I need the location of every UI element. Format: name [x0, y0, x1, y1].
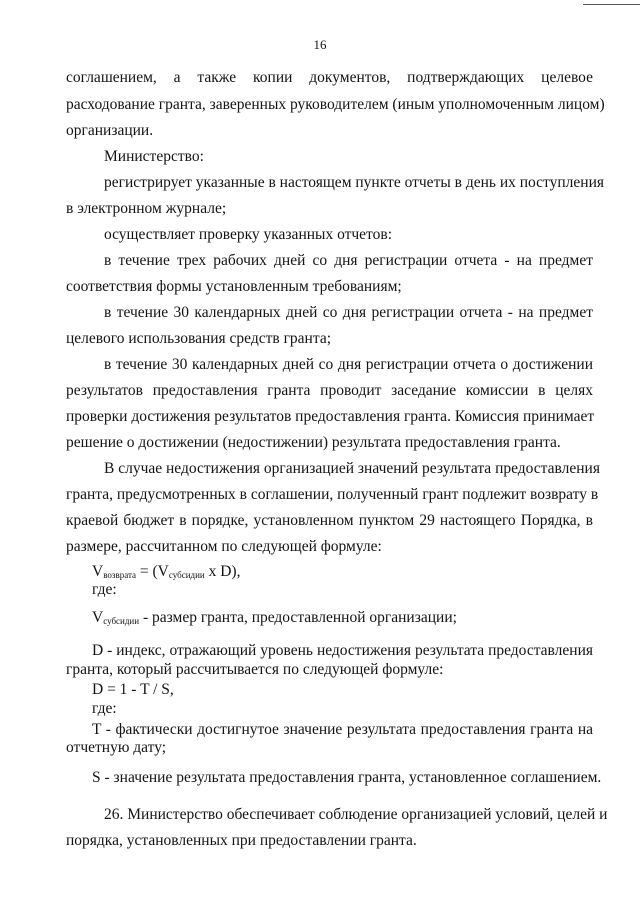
text-line: отчетную дату;	[66, 739, 167, 756]
text-line: в течение 30 календарных дней со дня регистрации отчета - на предмет	[104, 304, 593, 321]
text-line: где:	[92, 700, 117, 717]
text-line: D - индекс, отражающий уровень недостижения результата предоставления	[92, 642, 593, 659]
text-line: гранта, предусмотренных в соглашении, полученный грант подлежит возврату в	[66, 486, 599, 503]
text-line: где:	[92, 581, 117, 598]
text-line: S - значение результата предоставления гранта, установленное соглашением.	[92, 769, 602, 786]
text-line: порядка, установленных при предоставлении гранта.	[66, 832, 417, 849]
text-line: в течение 30 календарных дней со дня регистрации отчета о достижении	[104, 356, 593, 373]
text-line: соглашением, а также копии документов, подтверждающих целевое	[66, 69, 593, 86]
text-line: В случае недостижения организацией значений результата предоставления	[104, 460, 600, 477]
page-number: 16	[313, 37, 327, 52]
text-line: краевой бюджет в порядке, установленном пунктом 29 настоящего Порядка, в	[66, 512, 593, 529]
text-line: гранта, который рассчитывается по следующей формуле:	[66, 661, 444, 678]
text-line: 26. Министерство обеспечивает соблюдение организацией условий, целей и	[104, 806, 608, 823]
text-line: организации.	[66, 122, 154, 139]
text-line: регистрирует указанные в настоящем пункте отчеты в день их поступления	[104, 174, 605, 191]
formula-d: D = 1 - T / S,	[92, 681, 174, 698]
formula-v-return: $V_{возврата} = (V_{субсидии}$ x D),	[92, 563, 241, 580]
text-line: Министерство:	[104, 148, 204, 165]
formula-v-subsidy-definition: $V_{субсидии}$ - размер гранта, предоставленной организации;	[92, 609, 457, 626]
text-line: решение о достижении (недостижении) результата предоставления гранта.	[66, 434, 561, 451]
text-line: проверки достижения результатов предоставления гранта. Комиссия принимает	[66, 408, 595, 425]
text-line: в электронном журнале;	[66, 200, 227, 217]
text-line: размере, рассчитанном по следующей формуле:	[66, 538, 382, 555]
text-line: целевого использования средств гранта;	[66, 330, 332, 347]
text-line: T - фактически достигнутое значение результата предоставления гранта на	[92, 721, 593, 738]
text-line: в течение трех рабочих дней со дня регистрации отчета - на предмет	[104, 252, 593, 269]
text-line: результатов предоставления гранта проводит заседание комиссии в целях	[66, 382, 593, 399]
text-line: расходование гранта, заверенных руководителем (иным уполномоченным лицом)	[66, 96, 605, 113]
text-line: осуществляет проверку указанных отчетов:	[104, 226, 393, 243]
text-line: соответствия формы установленным требованиям;	[66, 278, 402, 295]
corner-rule	[583, 4, 640, 5]
